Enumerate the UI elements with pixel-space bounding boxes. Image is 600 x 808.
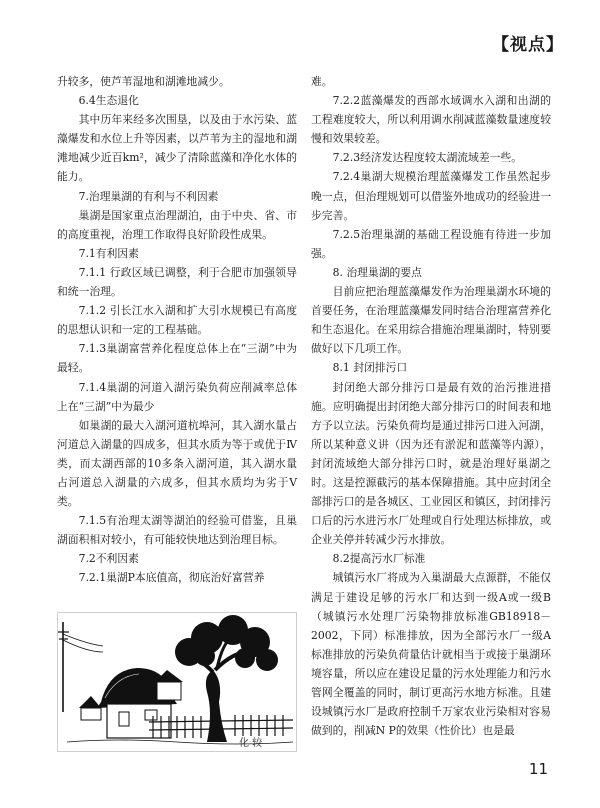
article-column-right: [311, 72, 551, 740]
paragraph: 7.2不利因素: [78, 552, 139, 566]
paragraph: 6.4生态退化: [78, 94, 139, 108]
paragraph: 8.2提高污水厂标准: [332, 552, 426, 566]
paragraph: 7.1.4巢湖的河道入湖污染负荷应削减率总体上在“三湖”中为最少: [57, 380, 297, 413]
ink-sketch-illustration: [57, 612, 297, 752]
paragraph: 7.2.1巢湖P本底值高，彻底治好富营养: [78, 571, 265, 585]
paragraph: 如巢湖的最大入湖河道杭埠河，其入湖水量占河道总入湖量的四成多，但其水质为等于或优于Ⅳ类，而太湖西部的10多条入湖河道，其入湖水量占河道总入湖量的六成多，但其水质均为劣于Ⅴ类。: [57, 418, 297, 509]
paragraph: 7.2.4巢湖大规模治理蓝藻爆发工作虽然起步晚一点，但治理规划可以借鉴外地成功的经验进一步完善。: [311, 170, 551, 222]
paragraph: 7.2.3经济发达程度较太湖流域差一些。: [332, 151, 523, 165]
paragraph: 8. 治理巢湖的要点: [332, 265, 422, 279]
paragraph: 7.1.2 引长江水入湖和扩大引水规模已有高度的思想认识和一定的工程基础。: [57, 304, 297, 337]
paragraph: 城镇污水厂将成为入巢湖最大点源群，不能仅满足于建设足够的污水厂和达到一级A或一级B（城镇污水处理厂污染物排放标准GB18918－2002，下同）标准排放，因为全部污水厂一级A标准排放的污染负荷量估计就相当于或接于巢湖环境容量，所以应在建设足量的污水处理能力和污水管网全覆盖的同时，制订更高污水地方标准。且建设城镇污水厂是政府控制千万家农业污染相对容易做到的，削减N P的效果（性价比）也是最: [311, 571, 551, 738]
paragraph: 封闭绝大部分排污口是最有效的治污推进措施。应明确提出封闭绝大部分排污口的时间表和地方予以立法。污染负荷均是通过排污口进入河湖，所以某种意义讲（因为还有淤泥和蓝藻等内源），封闭流域绝大部分排污口时，就是治理好巢湖之时。这是控源截污的基本保障措施。其中应封闭全部排污口的是各城区、工业园区和镇区，封闭排污口后的污水进污水厂处理或自行处理达标排放，或企业关停并转减少污水排放。: [311, 380, 551, 547]
paragraph: 升较多，使芦苇湿地和湖滩地减少。: [57, 75, 230, 88]
paragraph: 其中历年来经多次围垦，以及由于水污染、蓝藻爆发和水位上升等因素，以芦苇为主的湿地和湖滩地减少近百km²，减少了清除蓝藻和净化水体的能力。: [57, 113, 297, 184]
article-column-left: [57, 72, 297, 588]
paragraph: 7.2.2蓝藻爆发的西部水域调水入湖和出湖的工程难度较大，所以利用调水削减蓝藻数量速度较慢和效果较差。: [311, 94, 551, 146]
paragraph: 8.1 封闭排污口: [332, 361, 408, 375]
paragraph: 7.1有利因素: [78, 246, 139, 260]
paragraph: 7.1.3巢湖富营养化程度总体上在“三湖”中为最轻。: [57, 342, 297, 375]
paragraph: 7.2.5治理巢湖的基础工程设施有待进一步加强。: [311, 227, 551, 260]
paragraph: 7.1.5有治理太湖等湖泊的经验可借鉴，且巢湖面积相对较小，有可能较快地达到治理目标。: [57, 514, 297, 547]
paragraph: 难。: [311, 75, 333, 88]
paragraph: 目前应把治理蓝藻爆发作为治理巢湖水环境的首要任务，在治理蓝藻爆发同时结合治理富营养化和生态退化。在采用综合措施治理巢湖时，特别要做好以下几项工作。: [311, 285, 551, 356]
paragraph: 巢湖是国家重点治理湖泊，由于中央、省、市的高度重视，治理工作取得良好阶段性成果。: [57, 208, 297, 241]
section-tag: 【视点】: [492, 35, 564, 55]
paragraph: 7.治理巢湖的有利与不利因素: [78, 189, 219, 203]
paragraph: 7.1.1 行政区域已调整，利于合肥市加强领导和统一治理。: [57, 265, 297, 299]
illustration-caption: 化 较: [239, 738, 263, 749]
page-number: 11: [528, 760, 548, 778]
